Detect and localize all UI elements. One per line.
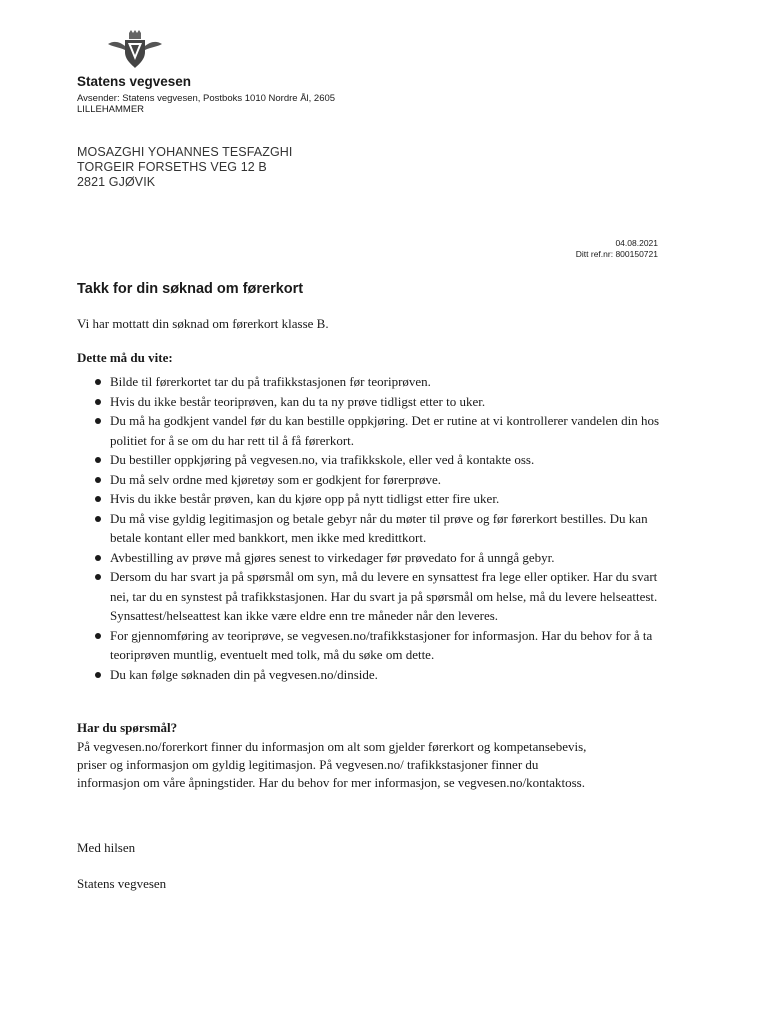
bullet-dot-icon xyxy=(95,574,101,580)
bullet-item xyxy=(77,450,677,470)
reference-number: Ditt ref.nr: 800150721 xyxy=(575,249,658,259)
bullet-text: Du må vise gyldig legitimasjon og betale gebyr når du møter til prøve og før førerkort bestilles. Du kan betale kontant eller med bankkort, men ikke med kredittkort. xyxy=(110,510,648,545)
bullet-text: Hvis du ikke består prøven, kan du kjøre opp på nytt tidligst etter fire uker. xyxy=(110,491,500,506)
bullet-dot-icon xyxy=(95,516,101,522)
sender-address: Avsender: Statens vegvesen, Postboks 1010 Nordre Ål, 2605 LILLEHAMMER xyxy=(77,93,336,115)
bullet-dot-icon xyxy=(95,672,101,678)
recipient-street: TORGEIR FORSETHS VEG 12 B xyxy=(77,160,267,174)
bullet-item xyxy=(77,509,677,548)
bullet-text: For gjennomføring av teoriprøve, se vegvesen.no/trafikkstasjoner for informasjon. Har du behov for å ta teoriprøven muntlig, eventuelt med tolk, må du søke om dette. xyxy=(110,627,653,662)
org-name: Statens vegvesen xyxy=(77,74,192,89)
closing-greeting: Med hilsen xyxy=(77,840,136,855)
letter-meta xyxy=(576,238,658,260)
questions-title: Har du spørsmål? xyxy=(77,720,178,735)
bullet-item xyxy=(77,665,677,685)
recipient-name: MOSAZGHI YOHANNES TESFAZGHI xyxy=(77,145,293,159)
intro-text: Vi har mottatt din søknad om førerkort klasse B. xyxy=(77,316,329,331)
bullet-text: Avbestilling av prøve må gjøres senest to virkedager før prøvedato for å unngå gebyr. xyxy=(110,549,555,565)
questions-text: På vegvesen.no/forerkort finner du informasjon om alt som gjelder førerkort og kompetansebevis, priser og informasjon om gyldig legitimasjon. På vegvesen.no/ trafikkstasjoner finner du informasjon om våre åpningstider. Har du behov for mer informasjon, se vegvesen.no/kontaktoss. xyxy=(77,739,587,790)
bullet-item xyxy=(77,567,677,626)
bullet-dot-icon xyxy=(95,496,101,502)
bullet-item xyxy=(77,411,677,450)
statens-vegvesen-logo xyxy=(106,30,164,70)
bullet-dot-icon xyxy=(95,457,101,463)
bullet-item xyxy=(77,626,677,665)
bullet-dot-icon xyxy=(95,379,101,385)
bullet-item xyxy=(77,548,677,568)
bullet-text: Du kan følge søknaden din på vegvesen.no/dinside. xyxy=(110,666,378,682)
bullet-dot-icon xyxy=(95,555,101,561)
bullet-item xyxy=(77,489,677,509)
letter-date: 04.08.2021 xyxy=(615,238,658,248)
bullet-text: Du må selv ordne med kjøretøy som er godkjent for førerprøve. xyxy=(110,471,442,487)
bullet-text: Bilde til førerkortet tar du på trafikkstasjonen før teoriprøven. xyxy=(110,374,431,389)
bullet-text: Dersom du har svart ja på spørsmål om syn, må du levere en synsattest fra lege eller optiker. Har du svart nei, tar du en synstest på trafikkstasjonen. Har du svart ja på spørsmål om helse, må du levere helseattest. Synsattest/helseattest kan ikke være eldre enn tre måneder når den leveres. xyxy=(110,569,658,623)
bullet-dot-icon xyxy=(95,633,101,639)
bullet-dot-icon xyxy=(95,418,101,424)
bullet-dot-icon xyxy=(95,477,101,483)
bullet-text: Du bestiller oppkjøring på vegvesen.no, via trafikkskole, eller ved å kontakte oss. xyxy=(110,452,535,467)
bullet-dot-icon xyxy=(95,399,101,405)
recipient-postal: 2821 GJØVIK xyxy=(77,175,156,189)
bullet-item xyxy=(77,392,677,412)
bullet-item xyxy=(77,470,677,490)
bullet-text: Hvis du ikke består teoriprøven, kan du ta ny prøve tidligst etter to uker. xyxy=(110,393,486,409)
letter-heading: Takk for din søknad om førerkort xyxy=(77,281,304,297)
bullet-item xyxy=(77,372,677,392)
info-bullet-list xyxy=(77,372,677,684)
signature: Statens vegvesen xyxy=(77,876,167,891)
section-title-know: Dette må du vite: xyxy=(77,350,173,365)
bullet-text: Du må ha godkjent vandel før du kan bestille oppkjøring. Det er rutine at vi kontrollerer vandelen din hos politiet for å se om du har rett til å få førerkort. xyxy=(110,413,660,448)
recipient-address xyxy=(77,145,292,190)
